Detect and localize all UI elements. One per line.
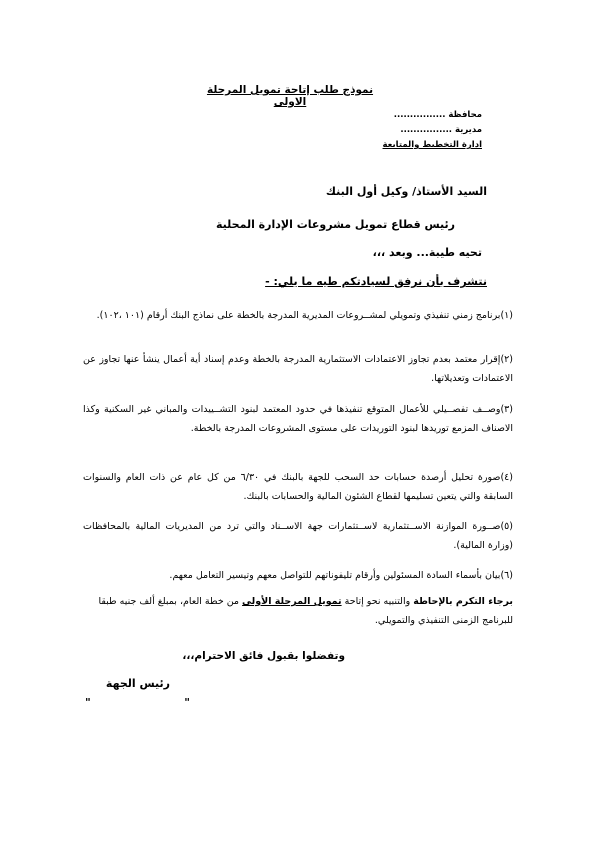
closing-part-1: برجاء التكرم بالإحاطة <box>413 596 513 607</box>
list-item <box>83 350 513 388</box>
department-line: ادارة التخطيط والمتابعة <box>382 140 482 150</box>
item-number: (٥) <box>500 521 513 532</box>
greeting: تحيه طيبة... وبعد ،،، <box>372 246 482 259</box>
item-text: برنامج زمني تنفيذي وتمويلي لمشــروعات المديرية المدرجة بالخطة على نماذج البنك أرقام (١٠١ ،١٠٢). <box>96 310 501 321</box>
item-number: (٢) <box>500 354 513 365</box>
item-number: (١) <box>500 310 513 321</box>
addressee-line-2: رئيس قطاع تمويل مشروعات الإدارة المحلية <box>215 218 455 231</box>
item-text: بيان بأسماء السادة المسئولين وأرقام تليفوناتهم للتواصل معهم وتيسير التعامل معهم. <box>169 570 501 581</box>
list-item <box>83 517 513 555</box>
closing-part-2: والتنبيه نحو إتاحة <box>341 596 414 607</box>
form-title: نموذج طلب إتاحة تمويل المرحلة الاولى <box>206 84 374 108</box>
item-text: صورة تحليل أرصدة حسابات حد السحب للجهة بالبنك في ٦/٣٠ من كل عام عن ذات العام والسنوات السابقة والتي يتعين تسليمها لقطاع الشئون المالية والحسابات بالبنك. <box>83 472 513 502</box>
directorate-line: مديرية ................ <box>400 125 482 135</box>
closing-part-3: تمويل المرحلة الأولى <box>242 596 342 607</box>
governorate-line: محافظة ................ <box>393 110 482 120</box>
list-item <box>83 566 513 585</box>
list-item <box>83 400 513 438</box>
item-number: (٤) <box>500 472 513 483</box>
intro-line: نتشرف بأن نرفق لسيادتكم طيه ما يلي: - <box>265 275 487 288</box>
closing-thanks: وتفضلوا بقبول فائق الاحترام،،، <box>182 650 345 662</box>
item-text: وصــف تفصــيلي للأعمال المتوقع تنفيذها في حدود المعتمد لبنود التشــييدات والمباني غير السكنية وكذا الاصناف المزمع توريدها لبنود التوريدات على مستوى المشروعات المدرجة بالخطة. <box>83 404 513 434</box>
list-item <box>83 306 513 325</box>
list-item <box>83 468 513 506</box>
closing-part-4: من خطة العام، بمبلغ ألف جنيه طبقا للبرنامج الزمنى التنفيذي والتمويلي. <box>98 596 513 626</box>
quote-mark-left: " <box>85 696 91 709</box>
addressee-line-1: السيد الأستاذ/ وكيل أول البنك <box>325 185 487 198</box>
item-text: إقرار معتمد بعدم تجاوز الاعتمادات الاستثمارية المدرجة بالخطة وعدم إسناد أية أعمال ينشأ عنها تجاوز عن الاعتمادات وتعديلاتها. <box>83 354 513 384</box>
closing-paragraph <box>83 592 513 630</box>
quote-mark-right: " <box>184 696 190 709</box>
item-text: صــورة الموازنة الاســتثمارية لاســتثمارات جهة الاســناد والتي ترد من المديريات المالية بالمحافظات (وزارة المالية). <box>83 521 513 551</box>
item-number: (٣) <box>500 404 513 415</box>
item-number: (٦) <box>500 570 513 581</box>
signature-title: رئيس الجهة <box>105 677 170 690</box>
